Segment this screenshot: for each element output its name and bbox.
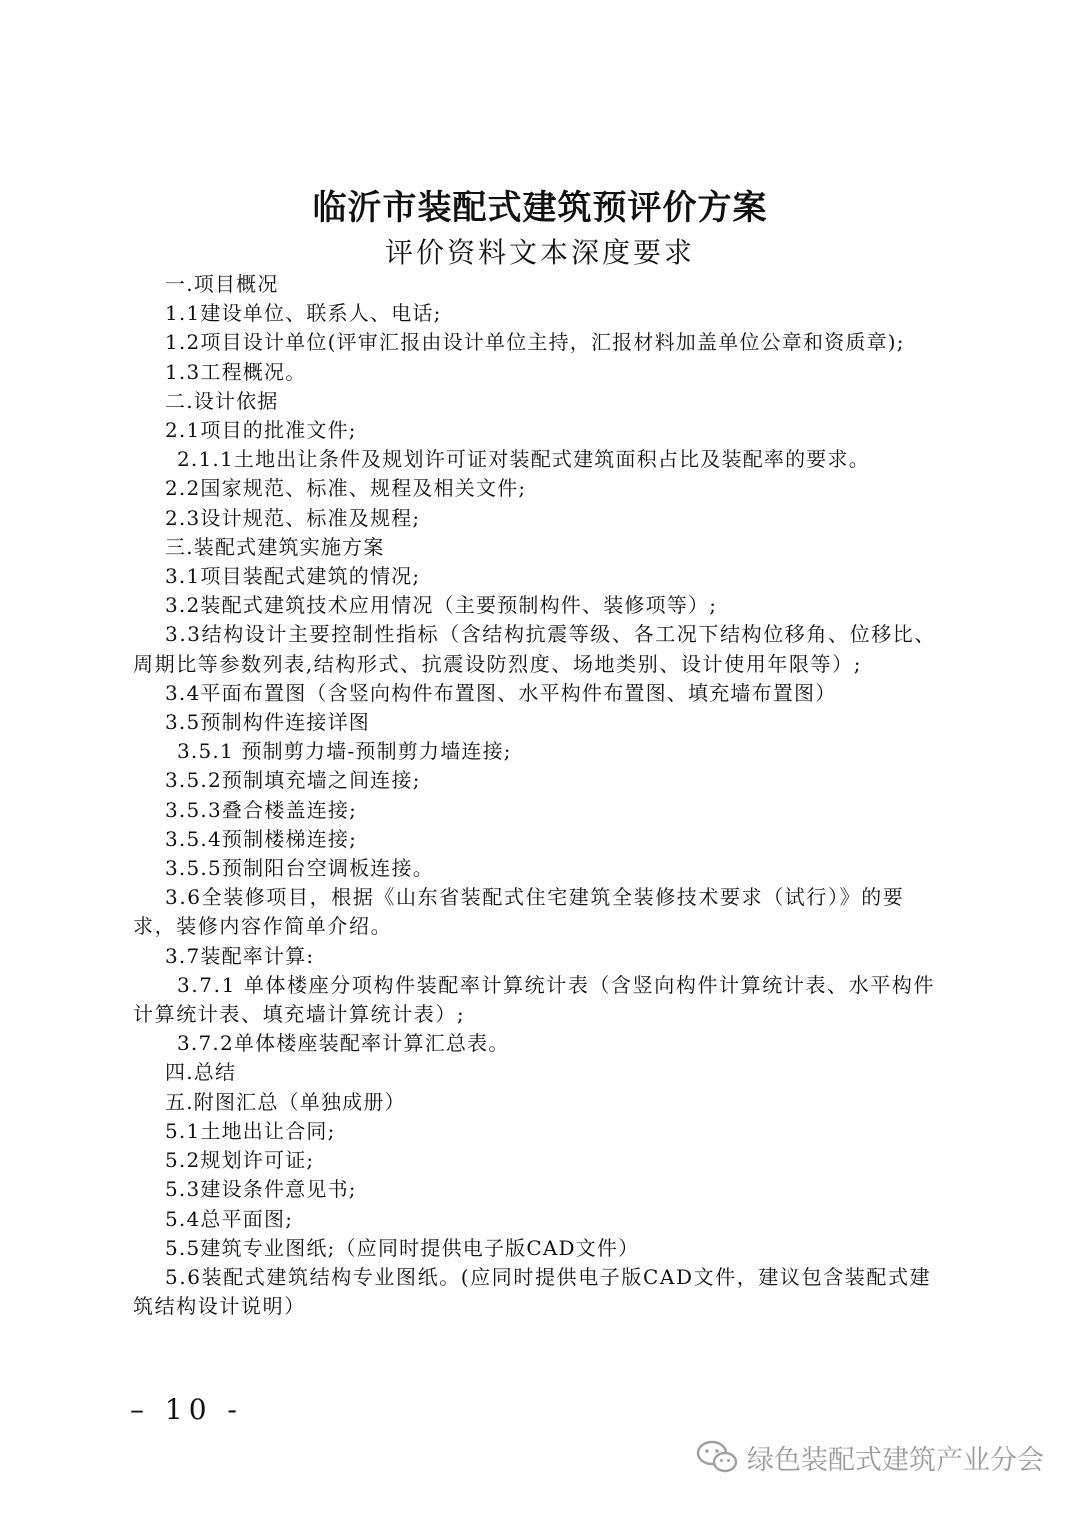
document-line: 3.5.4预制楼梯连接; [165, 826, 358, 851]
document-line: 3.5.5预制阳台空调板连接。 [165, 856, 434, 881]
document-line: 3.5.1 预制剪力墙-预制剪力墙连接; [177, 739, 512, 764]
document-line: 二.设计依据 [165, 388, 279, 413]
document-line: 5.4总平面图; [165, 1206, 294, 1231]
document-line: 3.1项目装配式建筑的情况; [165, 564, 421, 589]
document-line: 3.6全装修项目，根据《山东省装配式住宅建筑全装修技术要求（试行）》的要求，装修内容作简单介绍。 [133, 885, 905, 939]
watermark [695, 1437, 1044, 1477]
document-line: 3.5预制构件连接详图 [165, 710, 371, 735]
document-title: 临沂市装配式建筑预评价方案 [312, 188, 768, 228]
document-line: 2.3设计规范、标准及规程; [165, 505, 421, 530]
document-line: 1.2项目设计单位(评审汇报由设计单位主持，汇报材料加盖单位公章和资质章); [165, 330, 905, 355]
document-line: 3.7.1 单体楼座分项构件装配率计算统计表（含竖向构件计算统计表、水平构件计算统计表、填充墙计算统计表）; [133, 972, 936, 1027]
document-line: 3.2装配式建筑技术应用情况（主要预制构件、装修项等）; [165, 593, 718, 618]
document-line: 5.1土地出让合同; [165, 1118, 336, 1143]
document-line: 3.7.2单体楼座装配率计算汇总表。 [177, 1031, 510, 1056]
document-line: 5.3建设条件意见书; [165, 1177, 357, 1202]
document-subtitle: 评价资料文本深度要求 [384, 236, 695, 269]
document-line: 2.1项目的批准文件; [165, 418, 357, 443]
document-line: 四.总结 [165, 1060, 237, 1085]
document-line: 五.附图汇总（单独成册） [165, 1089, 406, 1114]
document-line: 2.2国家规范、标准、规程及相关文件; [165, 476, 527, 501]
document-line: 5.5建筑专业图纸;（应同时提供电子版CAD文件） [165, 1235, 640, 1260]
document-line: 3.5.2预制填充墙之间连接; [165, 768, 421, 793]
document-line: 1.1建设单位、联系人、电话; [165, 301, 442, 326]
document-line: 3.5.3叠合楼盖连接; [165, 797, 358, 822]
document-line: 3.7装配率计算: [165, 943, 315, 968]
document-line: 3.3结构设计主要控制性指标（含结构抗震等级、各工况下结构位移角、位移比、周期比等参数列表,结构形式、抗震设防烈度、场地类别、设计使用年限等）; [133, 622, 937, 676]
wechat-icon [695, 1439, 739, 1475]
document-line: 3.4平面布置图（含竖向构件布置图、水平构件布置图、填充墙布置图） [165, 680, 837, 705]
document-line: 1.3工程概况。 [165, 359, 307, 384]
document-line: 三.装配式建筑实施方案 [165, 534, 385, 559]
document-line: 一.项目概况 [165, 272, 279, 296]
document-line: 5.2规划许可证; [165, 1148, 315, 1173]
page-number: – 10 - [130, 1393, 243, 1426]
document-line: 2.1.1土地出让条件及规划许可证对装配式建筑面积占比及装配率的要求。 [177, 447, 870, 472]
watermark-text: 绿色装配式建筑产业分会 [747, 1444, 1044, 1476]
document-body [133, 270, 943, 1321]
document-line: 5.6装配式建筑结构专业图纸。(应同时提供电子版CAD文件，建议包含装配式建筑结构设计说明） [133, 1264, 932, 1319]
